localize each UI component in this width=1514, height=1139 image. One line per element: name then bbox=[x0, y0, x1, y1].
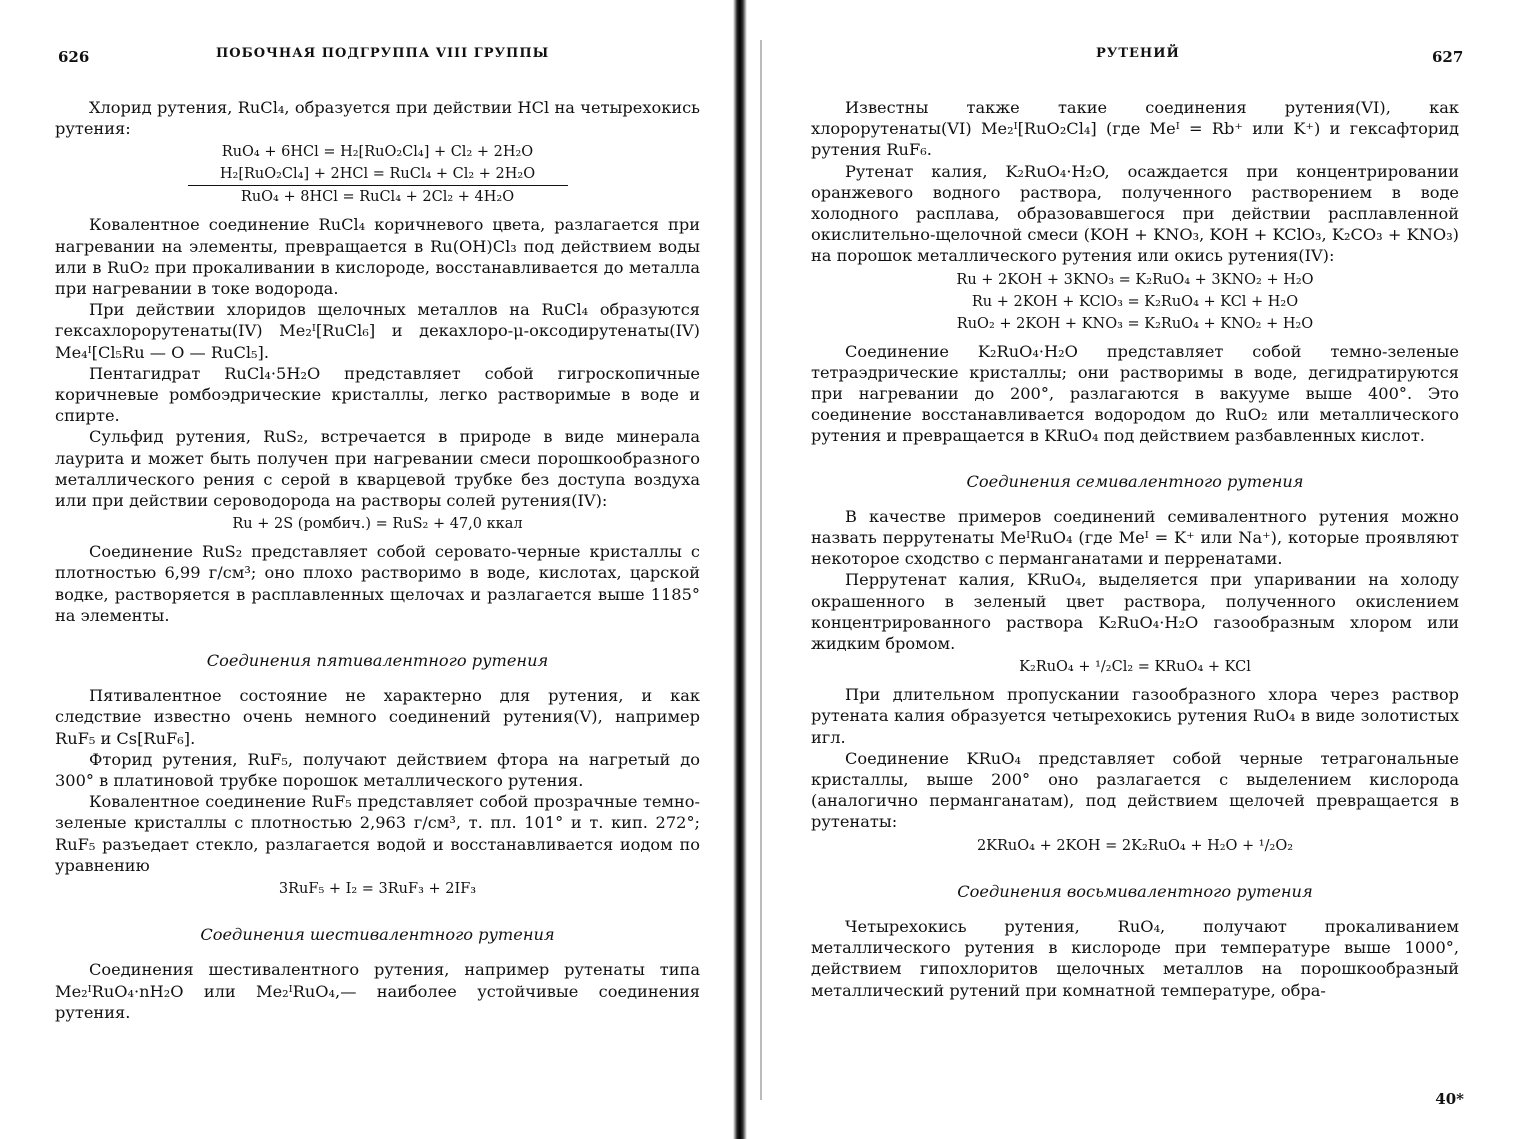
right-page bbox=[760, 0, 1514, 1139]
paragraph: Пятивалентное состояние не характерно для рутения, и как следствие известно очень немного соединений рутения(V), например RuF₅ и Cs[RuF₆]. bbox=[55, 686, 700, 748]
equation: H₂[RuO₂Cl₄] + 2HCl = RuCl₄ + Cl₂ + 2H₂O bbox=[219, 166, 536, 183]
right-column bbox=[811, 97, 1459, 1001]
paragraph: Известны также такие соединения рутения(VI), как хлорорутенаты(VI) Me₂ᴵ[RuO₂Cl₄] (где Meᴵ = Rb⁺ или K⁺) и гексафторид рутения RuF₆. bbox=[811, 98, 1459, 160]
paragraph: Ковалентное соединение RuF₅ представляет собой прозрачные темно-зеленые кристаллы с плотностью 2,963 г/см³, т. пл. 101° и т. кип. 272°; RuF₅ разъедает стекло, разлагается водой и восстанавливается иодом по уравнению bbox=[55, 792, 700, 875]
equation: RuO₄ + 6HCl = H₂[RuO₂Cl₄] + Cl₂ + 2H₂O bbox=[221, 144, 534, 161]
section-heading: Соединения шестивалентного рутения bbox=[200, 925, 555, 945]
section-heading: Соединения семивалентного рутения bbox=[966, 471, 1304, 491]
paragraph: Соединение KRuO₄ представляет собой черные тетрагональные кристаллы, выше 200° оно разлагается с выделением кислорода (аналогично перманганатам), под действием щелочей превращается в рутенаты: bbox=[811, 748, 1459, 832]
paragraph: В качестве примеров соединений семивалентного рутения можно назвать перрутенаты MeᴵRuO₄ (где Meᴵ = K⁺ или Na⁺), которые проявляют некоторое сходство с перманганатами и перренатами. bbox=[811, 506, 1459, 569]
equation: Ru + 2S (ромбич.) = RuS₂ + 47,0 ккал bbox=[232, 516, 523, 533]
paragraph: При действии хлоридов щелочных металлов на RuCl₄ образуются гексахлорорутенаты(IV) Me₂ᴵ[RuCl₆] и декахлоро-μ-оксодирутенаты(IV) Me₄ᴵ[Cl₅Ru — O — RuCl₅]. bbox=[55, 300, 700, 362]
left-page bbox=[0, 0, 740, 1139]
paragraph: Соединение RuS₂ представляет собой серовато-черные кристаллы с плотностью 6,99 г/см³; оно плохо растворимо в воде, кислотах, царской водке, растворяется в расплавленных щелочах и разлагается выше 1185° на элементы. bbox=[55, 542, 700, 625]
paragraph: Фторид рутения, RuF₅, получают действием фтора на нагретый до 300° в платиновой трубке порошок металлического рутения. bbox=[55, 749, 700, 791]
paragraph: Соединение K₂RuO₄·H₂O представляет собой темно-зеленые тетраэдрические кристаллы; они растворимы в воде, дегидратируются при нагревании до 200°, разлагаются в вакууме выше 400°. Это соединение восстанавливается водородом до RuO₂ или металлического рутения и превращается в KRuO₄ под действием разбавленных кислот. bbox=[811, 341, 1459, 446]
signature-mark: 40* bbox=[1435, 1090, 1464, 1108]
paragraph: Четырехокись рутения, RuO₄, получают прокаливанием металлического рутения в кислороде при температуре выше 1000°, действием гипохлоритов щелочных металлов на порошкообразный металлический рутений при комнатной температуре, обра- bbox=[811, 916, 1459, 1000]
paragraph: Соединения шестивалентного рутения, например рутенаты типа Me₂ᴵRuO₄·nH₂O или Me₂ᴵRuO₄,— наиболее устойчивые соединения рутения. bbox=[55, 960, 700, 1022]
paragraph: Сульфид рутения, RuS₂, встречается в природе в виде минерала лаурита и может быть получен при нагревании смеси порошкообразного металлического рения с серой в кварцевой трубке без доступа воздуха или при действии сероводорода на растворы солей рутения(IV): bbox=[55, 427, 700, 511]
equation: Ru + 2KOH + 3KNO₃ = K₂RuO₄ + 3KNO₂ + H₂O bbox=[956, 271, 1314, 288]
running-head: РУТЕНИЙ bbox=[1096, 46, 1180, 61]
equation: 3RuF₅ + I₂ = 3RuF₃ + 2IF₃ bbox=[278, 881, 477, 898]
paragraph: При длительном пропускании газообразного хлора через раствор рутената калия образуется четырехокись рутения RuO₄ в виде золотистых игл. bbox=[811, 685, 1459, 747]
equation: 2KRuO₄ + 2KOH = 2K₂RuO₄ + H₂O + ¹/₂O₂ bbox=[976, 837, 1294, 854]
paragraph: Ковалентное соединение RuCl₄ коричневого цвета, разлагается при нагревании на элементы, превращается в Ru(OH)Cl₃ под действием воды или в RuO₂ при прокаливании в кислороде, восстанавливается до металла при нагревании в токе водорода. bbox=[55, 215, 700, 299]
page-number: 626 bbox=[58, 48, 90, 66]
equation-group bbox=[55, 141, 700, 208]
paragraph: Рутенат калия, K₂RuO₄·H₂O, осаждается при концентрировании оранжевого водного раствора, полученного растворением в воде холодного расплава, образовавшегося при действии расплавленной окислительно-щелочной смеси (KOH + KNO₃, KOH + KClO₃, K₂CO₃ + KNO₃) на порошок металлического рутения или окись рутения(IV): bbox=[811, 161, 1459, 266]
equation-sum bbox=[188, 163, 568, 208]
equation: K₂RuO₄ + ¹/₂Cl₂ = KRuO₄ + KCl bbox=[1019, 659, 1251, 676]
paragraph: Хлорид рутения, RuCl₄, образуется при действии HCl на четырехокись рутения: bbox=[55, 98, 700, 139]
left-column bbox=[55, 97, 700, 1023]
paragraph: Пентагидрат RuCl₄·5H₂O представляет собой гигроскопичные коричневые ромбоэдрические кристаллы, легко растворимые в воде и спирте. bbox=[55, 363, 700, 426]
equation-group bbox=[811, 269, 1459, 335]
equation: Ru + 2KOH + KClO₃ = K₂RuO₄ + KCl + H₂O bbox=[971, 293, 1299, 310]
equation-result: RuO₄ + 8HCl = RuCl₄ + 2Cl₂ + 4H₂O bbox=[188, 185, 568, 208]
section-heading: Соединения восьмивалентного рутения bbox=[957, 881, 1313, 901]
paragraph: Перрутенат калия, KRuO₄, выделяется при упаривании на холоду окрашенного в зеленый цвет раствора, полученного окислением концентрированного раствора K₂RuO₄·H₂O газообразным хлором или жидким бромом. bbox=[811, 570, 1459, 654]
running-head: ПОБОЧНАЯ ПОДГРУППА VIII ГРУППЫ bbox=[216, 46, 550, 61]
page-number: 627 bbox=[1432, 48, 1464, 66]
equation: RuO₂ + 2KOH + KNO₃ = K₂RuO₄ + KNO₂ + H₂O bbox=[956, 315, 1314, 332]
section-heading: Соединения пятивалентного рутения bbox=[206, 651, 549, 671]
